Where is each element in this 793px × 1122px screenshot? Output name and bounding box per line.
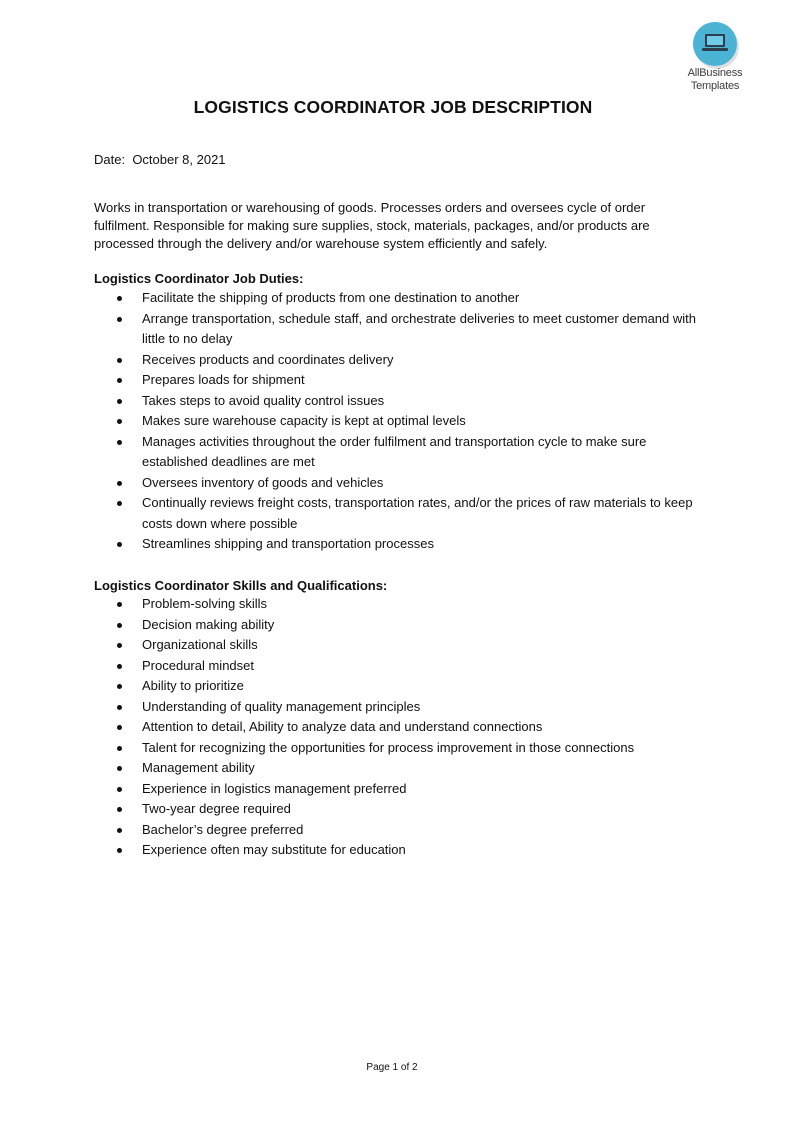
list-item [94,534,699,555]
list-item [94,493,699,534]
bullet-icon [117,542,122,547]
list-item [94,840,699,861]
list-item-text: Ability to prioritize [142,678,244,693]
date-value: October 8, 2021 [132,152,226,167]
list-item-text: Organizational skills [142,637,258,652]
list-item [94,432,699,473]
bullet-icon [117,643,122,648]
list-item [94,411,699,432]
bullet-icon [117,419,122,424]
list-item-text: Bachelor’s degree preferred [142,821,304,837]
list-item-text: Facilitate the shipping of products from one destination to another [142,290,520,305]
list-item [94,697,699,718]
list-item-text: Understanding of quality management principles [142,698,421,714]
list-item [94,820,699,841]
skills-list [94,594,699,861]
list-item-text: Attention to detail, Ability to analyze data and understand connections [142,719,543,734]
list-item-text: Arrange transportation, schedule staff, and orchestrate deliveries to meet customer demand with little to no delay [142,310,696,346]
list-item [94,779,699,800]
list-item-text: Management ability [142,760,255,775]
list-item-text: Experience often may substitute for education [142,842,406,857]
list-item [94,738,699,759]
logo-text-line2: Templates [690,80,740,92]
list-item [94,473,699,494]
laptop-icon [693,22,737,66]
list-item [94,309,699,350]
list-item [94,615,699,636]
bullet-icon [117,481,122,486]
bullet-icon [117,807,122,812]
bullet-icon [117,623,122,628]
bullet-icon [117,501,122,506]
bullet-icon [117,746,122,751]
allbusiness-templates-logo [680,22,750,92]
date-line [94,152,226,167]
duties-heading: Logistics Coordinator Job Duties: [94,271,304,286]
duties-list [94,288,699,555]
bullet-icon [117,358,122,363]
bullet-icon [117,766,122,771]
bullet-icon [117,684,122,689]
bullet-icon [117,440,122,445]
list-item [94,391,699,412]
bullet-icon [117,828,122,833]
list-item [94,594,699,615]
list-item [94,288,699,309]
list-item-text: Makes sure warehouse capacity is kept at optimal levels [142,413,466,428]
list-item [94,370,699,391]
page-footer: Page 1 of 2 [366,1062,418,1073]
logo-text-line1: AllBusiness [687,67,743,79]
intro-paragraph: Works in transportation or warehousing of goods. Processes orders and oversees cycle of order fulfilment. Responsible for making sure supplies, stock, materials, packages, and/or products are processed through the delivery and/or warehouse system efficiently and safely. [94,200,650,251]
bullet-icon [117,705,122,710]
list-item [94,635,699,656]
bullet-icon [117,787,122,792]
bullet-icon [117,725,122,730]
list-item-text: Manages activities throughout the order fulfilment and transportation cycle to make sure established deadlines are met [142,433,647,469]
list-item [94,656,699,677]
skills-heading: Logistics Coordinator Skills and Qualifications: [94,578,388,593]
list-item-text: Oversees inventory of goods and vehicles [142,474,384,490]
bullet-icon [117,399,122,404]
list-item-text: Continually reviews freight costs, transportation rates, and/or the prices of raw materials to keep costs down where possible [142,495,693,531]
list-item [94,758,699,779]
list-item-text: Receives products and coordinates delivery [142,351,394,367]
list-item-text: Experience in logistics management preferred [142,780,407,796]
list-item-text: Takes steps to avoid quality control issues [142,392,385,408]
list-item-text: Streamlines shipping and transportation processes [142,536,434,551]
list-item-text: Talent for recognizing the opportunities for process improvement in those connections [142,739,635,755]
bullet-icon [117,602,122,607]
list-item-text: Prepares loads for shipment [142,372,305,387]
list-item-text: Decision making ability [142,616,275,632]
bullet-icon [117,296,122,301]
list-item-text: Problem-solving skills [142,596,267,611]
document-title: LOGISTICS COORDINATOR JOB DESCRIPTION [193,97,593,117]
list-item-text: Two-year degree required [142,801,291,816]
list-item [94,799,699,820]
bullet-icon [117,317,122,322]
list-item-text: Procedural mindset [142,657,254,673]
list-item [94,350,699,371]
bullet-icon [117,848,122,853]
date-label: Date: [94,152,126,167]
list-item [94,676,699,697]
bullet-icon [117,378,122,383]
list-item [94,717,699,738]
bullet-icon [117,664,122,669]
